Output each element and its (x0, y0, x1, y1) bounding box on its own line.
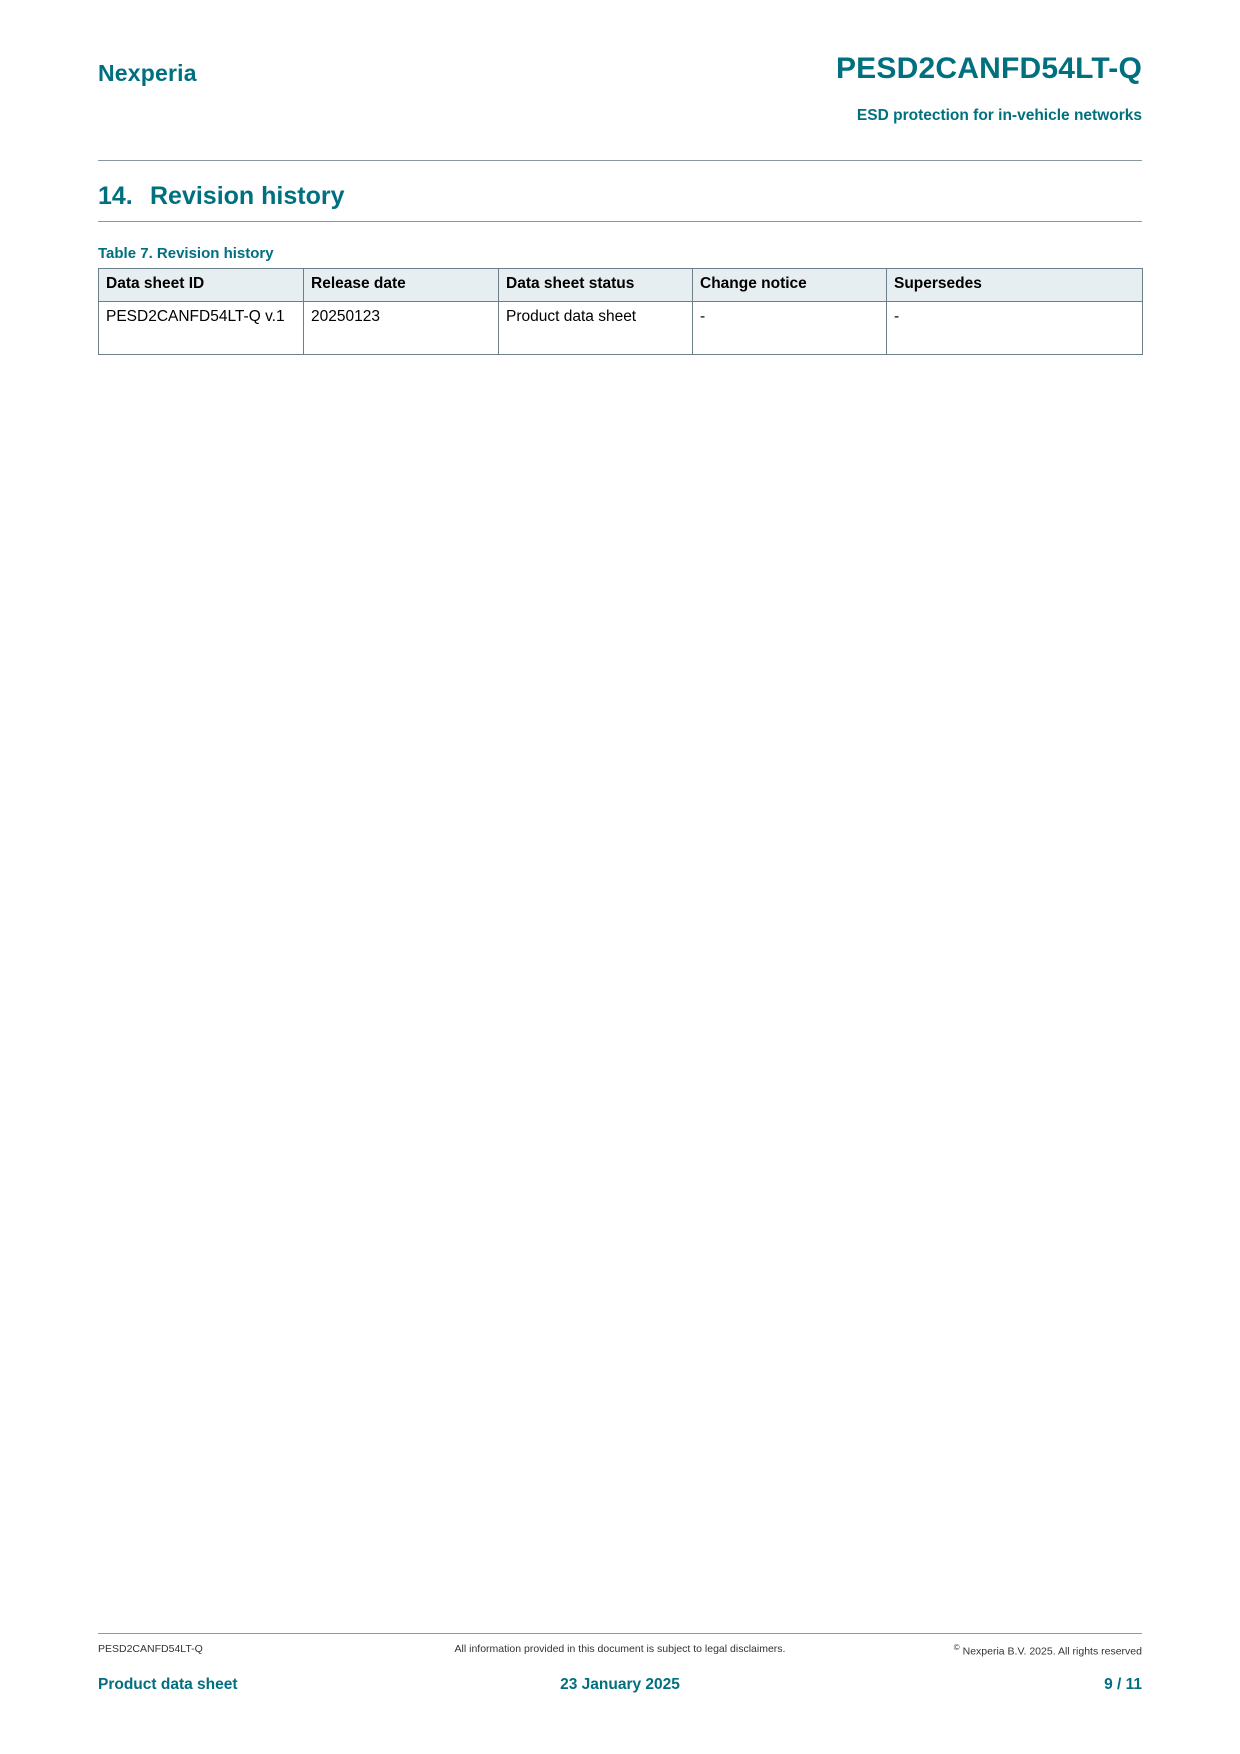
section-heading (98, 182, 1142, 211)
footer-copyright (954, 1643, 1142, 1658)
section-title: Revision history (150, 182, 345, 210)
header-divider (98, 160, 1142, 161)
footer-disclaimer: All information provided in this document is subject to legal disclaimers. (454, 1643, 786, 1655)
column-header-release-date: Release date (304, 269, 499, 302)
footer-page-number: 9 / 11 (1104, 1676, 1142, 1693)
footer-status: Product data sheet (98, 1676, 238, 1693)
copyright-icon: © (953, 1643, 960, 1652)
table-caption: Table 7. Revision history (98, 245, 274, 262)
footer-document-id: PESD2CANFD54LT-Q (98, 1643, 203, 1655)
footer-divider (98, 1633, 1142, 1634)
table-row (99, 302, 1143, 355)
footer-date: 23 January 2025 (560, 1676, 680, 1693)
column-header-data-sheet-id: Data sheet ID (99, 269, 304, 302)
footer-copyright-text: Nexperia B.V. 2025. All rights reserved (962, 1645, 1142, 1658)
section-number: 14. (98, 182, 133, 210)
section-divider (98, 221, 1142, 222)
page-header (98, 52, 1142, 152)
revision-history-table (98, 268, 1143, 355)
cell-release-date: 20250123 (304, 302, 499, 355)
cell-data-sheet-status: Product data sheet (499, 302, 693, 355)
brand-logo: Nexperia (98, 60, 197, 86)
cell-supersedes: - (887, 302, 1143, 355)
column-header-supersedes: Supersedes (887, 269, 1143, 302)
column-header-data-sheet-status: Data sheet status (499, 269, 693, 302)
page-subtitle: ESD protection for in-vehicle networks (856, 107, 1142, 124)
page-title: PESD2CANFD54LT-Q (835, 52, 1142, 85)
table-header-row (99, 269, 1143, 302)
column-header-change-notice: Change notice (693, 269, 887, 302)
cell-change-notice: - (693, 302, 887, 355)
cell-data-sheet-id: PESD2CANFD54LT-Q v.1 (99, 302, 304, 355)
